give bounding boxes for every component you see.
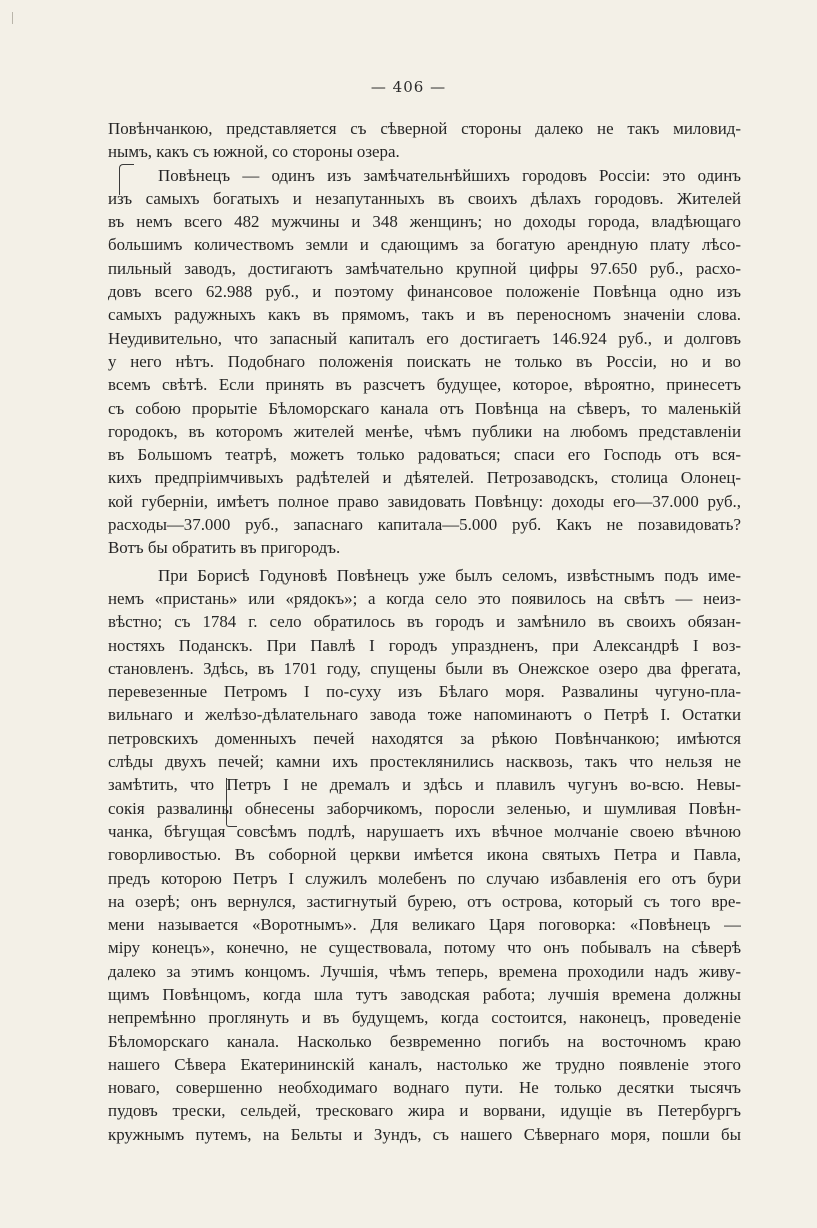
text-line: пильный заводъ, достигаютъ замѣчательно крупной цифры 97.650 руб., расхо- xyxy=(108,258,741,278)
page-number: — 406 — xyxy=(370,78,447,96)
text-line: въ немъ всего 482 мужчины и 348 женщинъ; но доходы города, владѣющаго xyxy=(108,212,741,232)
text-line: петровскихъ доменныхъ печей находятся за рѣкою Повѣнчанкою; имѣются xyxy=(108,728,741,748)
body-text xyxy=(108,117,741,1146)
text-line: съ собою прорытіе Бѣломорскаго канала отъ Повѣнца на сѣверъ, то маленькій xyxy=(108,398,741,418)
text-line: самыхъ радужныхъ какъ въ прямомъ, такъ и въ переносномъ значеніи слова. xyxy=(108,305,741,325)
text-line: щимъ Повѣнцомъ, когда шла тутъ заводская работа; лучшія времена должны xyxy=(108,984,741,1004)
text-line: чанка, бѣгущая совсѣмъ подлѣ, нарушаетъ ихъ вѣчное молчаніе своею вѣчною xyxy=(108,821,741,841)
text-line: вѣстно; съ 1784 г. село обратилось въ городъ и замѣнило въ своихъ обязан- xyxy=(108,612,741,632)
text-line: изъ самыхъ богатыхъ и незапутанныхъ въ своихъ дѣлахъ городовъ. Жителей xyxy=(108,188,741,208)
text-line: При Борисѣ Годуновѣ Повѣнецъ уже былъ селомъ, извѣстнымъ подъ име- xyxy=(158,565,741,585)
text-line: расходы—37.000 руб., запаснаго капитала—5.000 руб. Какъ не позавидовать? xyxy=(108,515,741,535)
text-line: ностяхъ Поданскъ. При Павлѣ I городъ упраздненъ, при Александрѣ I воз- xyxy=(108,635,741,655)
text-line: становленъ. Здѣсь, въ 1701 году, спущены были въ Онежское озеро два фрегата, xyxy=(108,658,741,678)
text-line: кихъ предпріимчивыхъ радѣтелей и дѣятелей. Петрозаводскъ, столица Олонец- xyxy=(108,468,741,488)
text-line: довъ всего 62.988 руб., и поэтому финансовое положеніе Повѣнца одно изъ xyxy=(108,282,741,302)
text-line: перевезенные Петромъ I по-суху изъ Бѣлаго моря. Развалины чугуно-пла- xyxy=(108,682,741,702)
text-line: кружнымъ путемъ, на Бельты и Зундъ, съ нашего Сѣвернаго моря, пошли бы xyxy=(108,1124,741,1144)
text-line: большимъ количествомъ земли и сдающимъ за богатую арендную плату лѣсо- xyxy=(108,235,741,255)
page-edge-mark xyxy=(12,12,13,24)
pencil-bracket-mark xyxy=(226,778,237,827)
text-line: въ Большомъ театрѣ, можетъ только радоваться; спаси его Господь отъ вся- xyxy=(108,445,741,465)
paragraph-2 xyxy=(108,164,741,560)
text-line: непремѣнно проглянуть и въ будущемъ, когда состоится, наконецъ, проведеніе xyxy=(108,1008,741,1028)
text-line: новаго, совершенно необходимаго воднаго пути. Не только десятки тысячъ xyxy=(108,1078,741,1098)
text-line: Вотъ бы обратить въ пригородъ. xyxy=(108,538,341,558)
text-line: предъ которою Петръ I служилъ молебенъ по случаю избавленія его отъ бури xyxy=(108,868,741,888)
text-line: нымъ, какъ съ южной, со стороны озера. xyxy=(108,142,400,162)
text-line: Неудивительно, что запасный капиталъ его достигаетъ 146.924 руб., и долговъ xyxy=(108,328,741,348)
paragraph-1 xyxy=(108,117,741,164)
pencil-bracket-mark xyxy=(119,164,134,195)
text-line: городокъ, въ которомъ жителей менѣе, чѣмъ публики на любомъ представленіи xyxy=(108,421,741,441)
text-line: мени называется «Воротнымъ». Для великаго Царя поговорка: «Повѣнецъ — xyxy=(108,915,741,935)
text-line: слѣды двухъ печей; камни ихъ простеклянились насквозь, такъ что нельзя не xyxy=(108,752,741,772)
text-line: кой губерніи, имѣетъ полное право завидовать Повѣнцу: доходы его—37.000 руб., xyxy=(108,491,741,511)
text-line: Бѣломорскаго канала. Насколько безвременно погибъ на восточномъ краю xyxy=(108,1031,741,1051)
text-line: нашего Сѣвера Екатерининскій каналъ, настолько же трудно появленіе этого xyxy=(108,1054,741,1074)
text-line: пудовъ трески, сельдей, тресковаго жира и ворвани, идущіе въ Петербургъ xyxy=(108,1101,741,1121)
text-line: Повѣнчанкою, представляется съ сѣверной стороны далеко не такъ миловид- xyxy=(108,119,741,138)
paragraph-3 xyxy=(108,564,741,1146)
text-line: міру конецъ», конечно, не существовала, потому что онъ побывалъ на сѣверѣ xyxy=(108,938,741,958)
text-line: замѣтить, что Петръ I не дремалъ и здѣсь и плавилъ чугунъ во-всю. Невы- xyxy=(108,775,741,795)
text-line: вильнаго и желѣзо-дѣлательнаго завода тоже напоминаютъ о Петрѣ I. Остатки xyxy=(108,705,741,725)
text-line: у него нѣтъ. Подобнаго положенія поискать не только въ Россіи, но и во xyxy=(108,351,741,371)
text-line: всемъ свѣтѣ. Если принять въ разсчетъ будущее, которое, вѣроятно, принесетъ xyxy=(108,375,741,395)
text-line: на озерѣ; онъ вернулся, застигнутый бурею, отъ острова, который съ того вре- xyxy=(108,891,741,911)
text-line: Повѣнецъ — одинъ изъ замѣчательнѣйшихъ городовъ Россіи: это одинъ xyxy=(158,165,741,185)
text-line: говорливостью. Въ соборной церкви имѣется икона святыхъ Петра и Павла, xyxy=(108,845,741,865)
text-line: далеко за этимъ концомъ. Лучшія, чѣмъ теперь, времена проходили надъ живу- xyxy=(108,961,741,981)
text-line: сокія развалины обнесены заборчикомъ, поросли зеленью, и шумливая Повѣн- xyxy=(108,798,741,818)
text-line: немъ «пристань» или «рядокъ»; а когда село это появилось на свѣтъ — неиз- xyxy=(108,588,741,608)
